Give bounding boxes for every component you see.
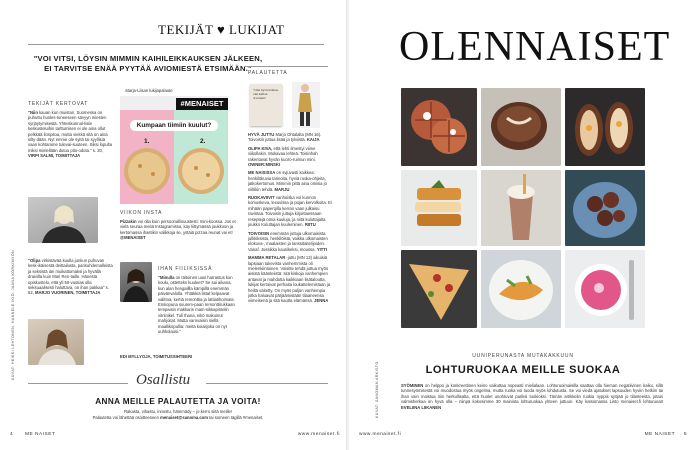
osallistu-script: Osallistu — [136, 372, 191, 388]
book-cover-photo — [250, 84, 282, 126]
makers-text-2-lead: "Olipa — [28, 258, 41, 263]
left-page — [0, 0, 347, 450]
portrait-silhouette-icon — [28, 319, 84, 365]
poll-option-2: 2. — [200, 138, 206, 145]
feedback-item: OLIPA KIVA, että lehti ilmestyi viime viikollakin. Mukavaa lehteä. Toisinhah rakentavat hyvän kuoro-ruimun mini. OWNER:MINSKI — [248, 145, 318, 168]
food-photo-stuffed-potatoes — [565, 88, 645, 166]
footer-url: www.menaiset.fi — [297, 432, 340, 437]
waffle-icon — [401, 88, 477, 166]
potato-icon — [565, 88, 645, 166]
food-photo-meatballs — [565, 170, 645, 246]
food-photo-pizza — [401, 250, 477, 328]
participate-text-2: Palautetta voi lähettää osoitteeseen menaiset@sanoma.com tai someen tägillä #menaiset. — [92, 415, 264, 420]
article-kicker: UUNIPERUNASTA MUTAKAKKUUN — [472, 353, 574, 359]
instagram-poll-image — [120, 96, 228, 204]
participate-rule-right — [206, 383, 328, 384]
makers-text-2 — [28, 258, 114, 296]
food-photo-fish — [481, 250, 561, 328]
feedback-item: TOIVOISIN enemmän juttuja ulkomaisista julkkiksista, henkilöistä, vaikka ulkomaisten elokuva-, maalaisten ja tanssitaitelijoiden. Vanaf. Jussikka kausikeksi, moussa. YITTI — [248, 230, 328, 252]
participate-rule-left — [28, 383, 128, 384]
footer-page-number: 4 — [10, 432, 14, 437]
food-photo-cake — [481, 88, 561, 166]
makers-text-1-body: kauan kun muistan, Suomessa on puhuttu huoles-tuneeseen sävyyn miesten syrjäytymisestä. Yhteiskunnal-lisiin keskusteluihin tarttumisen ei ole aina ollut pelkkää ilonpitoa, mutta viekkä sitä on aina silty-dään. Nyt emme ole syitä tai syyllisiä vaan kohtamme tulevai-suuteen. Siksi lopulta miksi mielellään dutuu pito-odota." s. 20, — [28, 110, 113, 153]
footer-brand: ME NAISET — [644, 432, 675, 437]
meatball-icon — [565, 170, 645, 246]
food-photo-french-toast — [401, 170, 477, 246]
feedback-item: MAMMA RETALAR -juttu (MN 13) aikuisiä lapsiaan tukevista vanhemmista oli mielenkiintoinen. Voisitte tehdä juttua myös aisistä käänteiistä: sitä kiskoja vanhempien antavat ja mahdotta kaikkiaan lisätaloutta, lukijat kertoivat perhaita loukattelemistaan ja heiltä väitetty. On myös paljon vanhempia jotka haluavat pärjäämistään tilaaneensa viimeisenä ja sitä kautta elämänsä. JENNA — [248, 255, 331, 304]
makers-heading: TEKIJÄT KERTOVAT — [28, 101, 89, 107]
page-title: OLENNAISET — [399, 24, 671, 70]
makers-text-2-body: virkistävää kuulla junkun puhuvan kesk-ikäisestä deittailusta, parisuhdemalleista ja seksistä iän muikattomaksi ja hyvällä draivilla kuin Mari Ren-taille. Hänestä opiskustelu, että yli 50-vuotias olla seksuaalisesti haluttava, on ihan pakkaa" s. 62, — [28, 258, 113, 296]
portrait-silhouette-icon — [120, 262, 152, 302]
participate-email-link[interactable]: menaiset@sanoma.com — [160, 415, 208, 420]
pull-quote: "VOI VITSI, LÖYSIN MIMMIN KAIHILEIKKAUKSEN JÄLKEEN, EI TARVITSE ENÄÄ PYYTÄÄ AVIOMIESTÄ ETSIMÄÄN." — [33, 54, 263, 73]
poll-question: Kumpaan tiimiin kuulut? — [130, 120, 218, 131]
article-body: SYÖMINEN on helppo ja konkreettinen keino vaikuttaa nopeasti mielialaan. Lohturuoimaisilla saattaa olla hieman negatiivinen kaiku, sillä tunnesyömisestä voi muodostua myös ongelma, mutta ruoka voi tuoda myös lohdutusta. Se voi viedä ajatukset lapsuuden hyviin hetkiin tai ihan vain maistua niin herkullisalta, että huolet unohtuvat pariksi tuokioksi. Tämän artikkelin ruokia nyppis syöjää jo tilanteesta, jotain valmisherkaa on hyvä olla – niinpä kokosimme 30 mainiota lohturuokaa yhteen juttuun. Käy katsomassa Listo menaiset.fi lohturuoat! EVELIINA LIIKANEN — [401, 383, 663, 410]
pizza-icon — [120, 144, 228, 204]
ihan-text-top: "Minulla on täitoinen uusi harrastus kun koulu, ostetteks kuuleet? Se sai aikana, kun alan hengaillla kämpillä enemmän päivänvalolla. Yhtäkkiä listat kelpaavat valittoa, kertiä remonttia ja lattiatihoimate. Ensiopuna suurem-paan remonttirukkaan tempaisin makkarin mam-sikkapintelin vitriinikel. Tuli Ihana, eikö makuinut mahjoitat. Mutta varovaisin siellä maallikopullia: meitä koiaitjoka on nyt uuhkolausi." — [158, 275, 236, 335]
makers-text-1 — [28, 110, 114, 159]
makers-text-1-lead: "Niin — [28, 110, 38, 115]
hashtag-banner: #MENAISET — [176, 98, 228, 110]
participate-heading: ANNA MEILLE PALAUTETTA JA VOITA! — [95, 397, 261, 406]
toast-stack-icon — [401, 170, 477, 246]
palaute-rule — [244, 66, 328, 67]
feedback-list — [248, 132, 332, 368]
portrait-photo-marjo — [28, 319, 84, 365]
woman-figure-photo — [292, 82, 320, 128]
article-headline: LOHTURUOKAA MEILLE SUOKAA — [425, 364, 621, 376]
milkshake-icon — [481, 170, 561, 246]
feedback-item: ME NAISISSA on svjuvasti kaikkea: henkilökuvia tarinoita, hyviä ruoka-ohjeita, jatkokertomus. Mimmin pittä aina omisia jo niiltikin tehdä. MARJU — [248, 170, 327, 192]
cake-icon — [481, 88, 561, 166]
food-photo-pink-soup — [565, 250, 645, 328]
vertical-photo-credit: KUVAT: SANOMAN ARKISTO — [375, 361, 379, 418]
quote-credit: Marja-Liisan lukijapalaute — [125, 88, 173, 93]
section-header: TEKIJÄT ♥ LUKIJAT — [158, 22, 285, 37]
book-cover-text: "Olet hyvä nainen, olet kullan arvoinen" — [253, 88, 279, 100]
right-page — [349, 0, 696, 450]
feedback-item: RUOKAVIIVIT vanhoiska voi kunnon komuskeva, lexuvissa ja pojan kervolkoita. Ei mihään paperqilla kerran vaan julkaisu ravintaa. Toivoisin juttuja kirjoittaessaan reseptejä omia kuuluja, ja niitä kuluttajalta joukko Kuluttajan kuuleminen. RIITU — [248, 195, 332, 228]
footer-brand: ME NAISET — [25, 432, 56, 437]
portrait-photo-edi — [120, 262, 152, 302]
poll-option-1: 1. — [144, 138, 150, 145]
makers-credit-1: VIRPI SALMI, TOIMITTAJA — [28, 153, 81, 159]
fish-dish-icon — [481, 250, 561, 328]
ihan-credit: EDI MYLLYOJA, TOIMITUSSIHTEERI — [120, 354, 193, 359]
palaute-heading: PALAUTETTA — [248, 70, 288, 76]
left-footer — [10, 432, 340, 437]
pizza-slice-icon — [401, 250, 477, 328]
week-insta-text: Pizzakin voi olla kuin persoonallisuustesti: mini-koossa. Jos et vielä seuraa meitä Instagramissa, käy liittymässä joukkoon ja kertomassa ihastikin valikkoja se, ystäiä pizzaa reunat vai et! @MENAISET — [120, 219, 236, 241]
participate-text-1: Rakasta, vihastu, innostu, hämmädy – jo kerro siitä meille! — [124, 409, 232, 414]
feedback-item: HYVÄ JUTTU Marjo Ohtalalta (MN 16). Toivoisin juttua lisää ja tylviistä. KAIJA — [248, 132, 322, 143]
footer-url: www.menaiset.fi — [359, 432, 402, 437]
food-photo-waffles — [401, 88, 477, 166]
vertical-photo-credit: KUVAT: HEIKKI LEHTONEN, HANNELE IKIÖ, JAANA KORKIMYÖN — [11, 249, 15, 380]
footer-page-number: 5 — [683, 432, 687, 437]
soup-bowl-icon — [565, 250, 645, 328]
makers-credit-2: MARJO VUORINEN, TOIMITTAJA — [35, 290, 101, 296]
header-rule — [28, 44, 324, 45]
ihan-heading: IHAN FIILIKSISSÄ — [158, 266, 213, 272]
portrait-photo-virpi — [28, 197, 98, 243]
right-footer — [359, 432, 687, 437]
portrait-silhouette-icon — [28, 197, 98, 243]
food-photo-milkshake — [481, 170, 561, 246]
week-insta-heading: VIIKON INSTA — [120, 210, 163, 216]
